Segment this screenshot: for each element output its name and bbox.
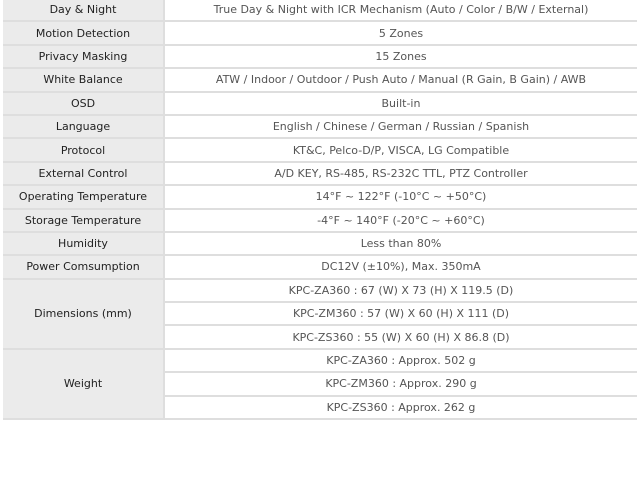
spec-value: KT&C, Pelco-D/P, VISCA, LG Compatible — [165, 139, 637, 160]
spec-value: Less than 80% — [165, 233, 637, 254]
spec-label: Privacy Masking — [3, 46, 163, 67]
spec-value: 15 Zones — [165, 46, 637, 67]
spec-value: ATW / Indoor / Outdoor / Push Auto / Manual (R Gain, B Gain) / AWB — [165, 69, 637, 90]
spec-label: Protocol — [3, 139, 163, 160]
spec-label: Power Comsumption — [3, 256, 163, 277]
spec-value-weight: KPC-ZA360 : Approx. 502 g — [165, 350, 637, 371]
spec-value-dimensions: KPC-ZA360 : 67 (W) X 73 (H) X 119.5 (D) — [165, 280, 637, 301]
spec-value: DC12V (±10%), Max. 350mA — [165, 256, 637, 277]
spec-label-dimensions: Dimensions (mm) — [3, 280, 163, 348]
spec-label: Motion Detection — [3, 22, 163, 43]
spec-value: -4°F ~ 140°F (-20°C ~ +60°C) — [165, 210, 637, 231]
spec-value: True Day & Night with ICR Mechanism (Auto / Color / B/W / External) — [165, 0, 637, 20]
spec-value: Built-in — [165, 93, 637, 114]
spec-label-weight: Weight — [3, 350, 163, 418]
spec-value-weight: KPC-ZS360 : Approx. 262 g — [165, 397, 637, 418]
specifications-table — [3, 0, 637, 420]
spec-label: External Control — [3, 163, 163, 184]
spec-value: 5 Zones — [165, 22, 637, 43]
spec-label: White Balance — [3, 69, 163, 90]
spec-value: A/D KEY, RS-485, RS-232C TTL, PTZ Controller — [165, 163, 637, 184]
spec-label: Humidity — [3, 233, 163, 254]
spec-label: Language — [3, 116, 163, 137]
spec-value-dimensions: KPC-ZM360 : 57 (W) X 60 (H) X 111 (D) — [165, 303, 637, 324]
spec-label: Storage Temperature — [3, 210, 163, 231]
spec-label: OSD — [3, 93, 163, 114]
spec-value-dimensions: KPC-ZS360 : 55 (W) X 60 (H) X 86.8 (D) — [165, 326, 637, 347]
spec-value: 14°F ~ 122°F (-10°C ~ +50°C) — [165, 186, 637, 207]
spec-label: Day & Night — [3, 0, 163, 20]
spec-label: Operating Temperature — [3, 186, 163, 207]
spec-value: English / Chinese / German / Russian / Spanish — [165, 116, 637, 137]
spec-value-weight: KPC-ZM360 : Approx. 290 g — [165, 373, 637, 394]
